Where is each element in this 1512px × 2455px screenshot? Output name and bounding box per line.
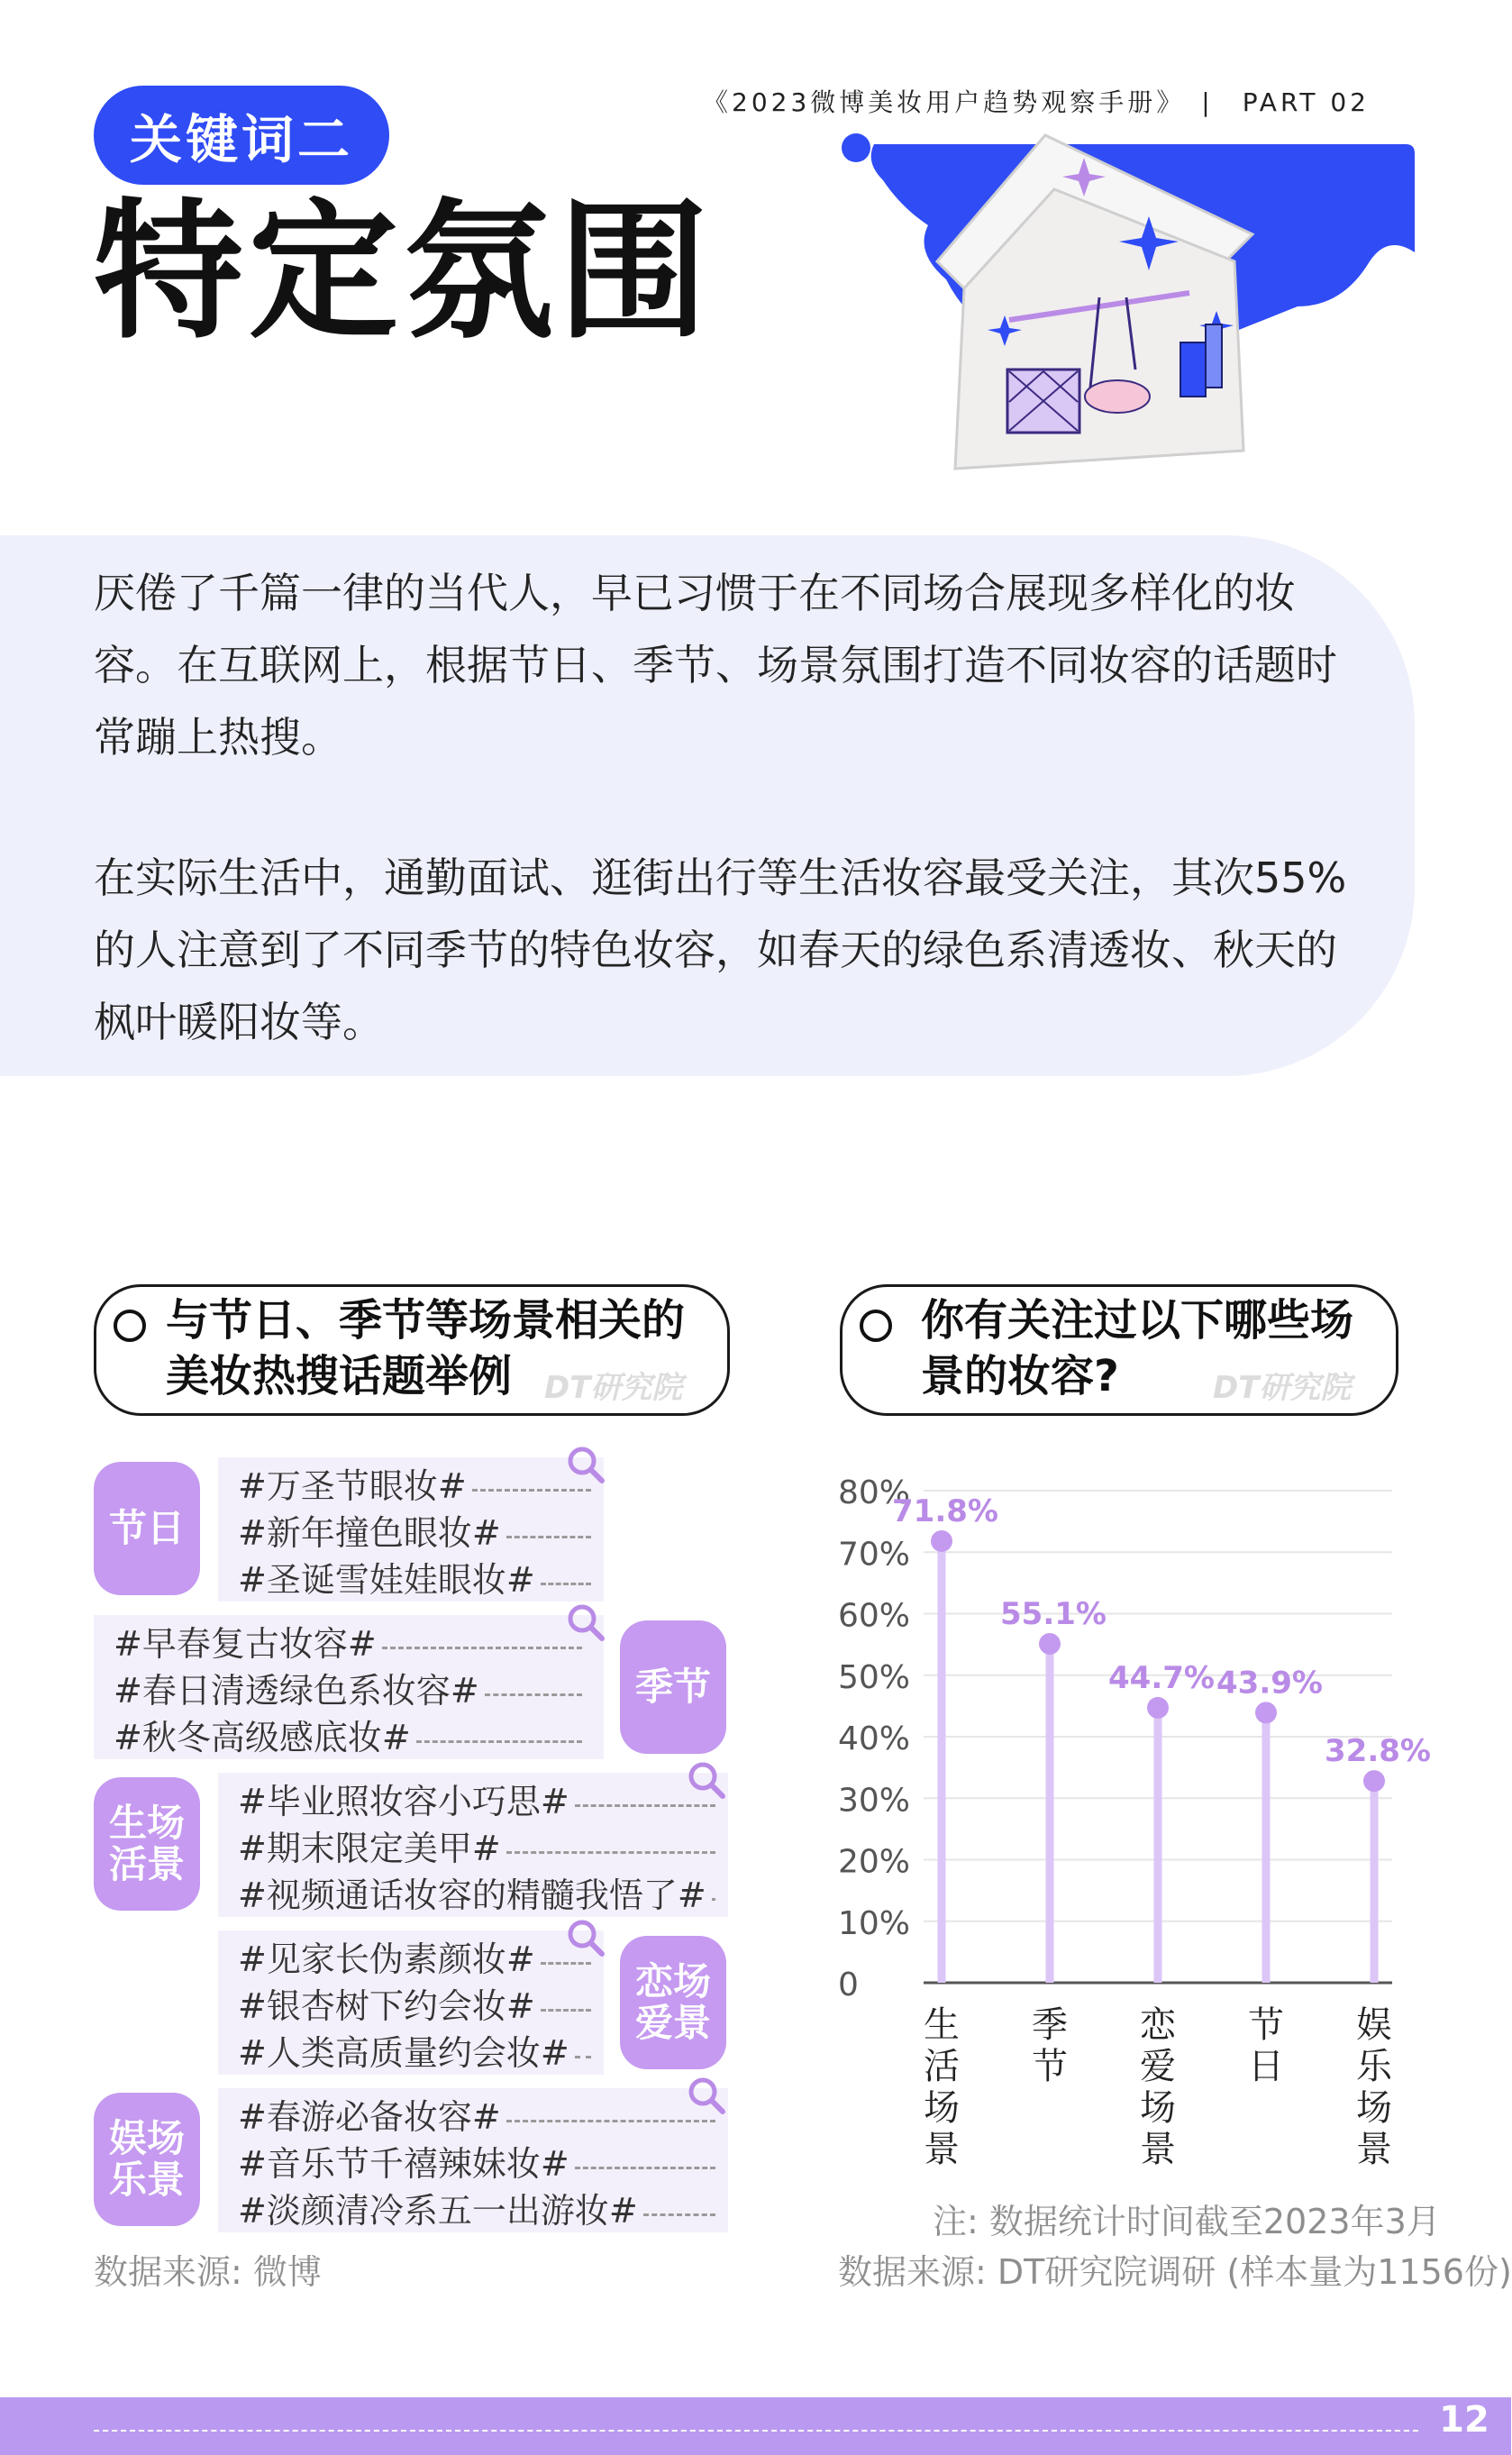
page-title: 特定氛围 (94, 186, 714, 360)
circle-bullet-icon (860, 1310, 892, 1342)
keyword-badge: 关键词二 (94, 86, 389, 185)
data-point (931, 1530, 952, 1552)
house-illustration (829, 126, 1424, 487)
data-label: 32.8% (1325, 1733, 1431, 1770)
topic-item[interactable]: #银杏树下约会妆# (238, 1983, 595, 2030)
x-category-label: 恋爱场景 (1140, 2004, 1176, 2170)
lollipop-chart (838, 1474, 1431, 2181)
topic-item[interactable]: #新年撞色眼妆# (238, 1510, 595, 1556)
topic-item[interactable]: #视频通话妆容的精髓我悟了# (238, 1872, 719, 1919)
tag-holiday: 节日 (94, 1462, 200, 1595)
x-category-label: 节日 (1248, 2004, 1284, 2087)
chart-note: 注: 数据统计时间截至2023年3月 (933, 2202, 1441, 2241)
tag-entertainment-scene: 娱场乐景 (94, 2093, 200, 2226)
tag-love-scene: 恋场爱景 (620, 1936, 726, 2069)
topic-panel-holiday (218, 1457, 604, 1602)
footer-divider (94, 2430, 1418, 2432)
topic-item[interactable]: #早春复古妆容# (114, 1620, 586, 1667)
search-icon (566, 1918, 606, 1958)
search-icon (687, 2076, 726, 2115)
y-tick-label: 50% (838, 1658, 911, 1696)
x-category-label: 季节 (1032, 2004, 1068, 2087)
topic-item[interactable]: #见家长伪素颜妆# (238, 1936, 595, 1983)
data-label: 71.8% (892, 1492, 998, 1529)
watermark-logo: DT研究院 (1213, 1370, 1352, 1406)
data-point (1255, 1702, 1277, 1723)
topic-panel-entertainment-scene (218, 2088, 728, 2232)
footer-bar (0, 2397, 1511, 2455)
intro-paragraph: 在实际生活中，通勤面试、逛街出行等生活妆容最受关注，其次55% 的人注意到了不同季节的特色妆容，如春天的绿色系清透妆、秋天的枫叶暖阳妆等。 (94, 853, 1347, 1046)
left-source-note: 数据来源: 微博 (94, 2252, 322, 2292)
tag-season: 季节 (620, 1620, 726, 1754)
page-number: 12 (1439, 2399, 1489, 2441)
search-icon (566, 1445, 606, 1484)
topic-panel-season (94, 1615, 604, 1759)
intro-text (94, 557, 1373, 1058)
search-icon (566, 1602, 606, 1642)
left-panel-title-line1: 与节日、季节等场景相关的 (166, 1295, 686, 1346)
topic-item[interactable]: #春游必备妆容# (238, 2094, 719, 2140)
search-icon (687, 1760, 726, 1800)
left-panel-title-line2: 美妆热搜话题举例 (166, 1351, 513, 1401)
topic-item[interactable]: #音乐节千禧辣妹妆# (238, 2140, 719, 2187)
y-tick-label: 70% (838, 1536, 911, 1574)
topic-panel-life-scene (218, 1773, 728, 1917)
y-tick-label: 40% (838, 1720, 911, 1757)
topic-item[interactable]: #毕业照妆容小巧思# (238, 1778, 719, 1825)
y-tick-label: 0 (838, 1967, 859, 2003)
intro-paragraph: 厌倦了千篇一律的当代人，早已习惯于在不同场合展现多样化的妆容。在互联网上，根据节日、季节、场景氛围打造不同妆容的话题时常蹦上热搜。 (94, 569, 1337, 762)
y-tick-label: 80% (838, 1474, 911, 1511)
topic-item[interactable]: #圣诞雪娃娃眼妆# (238, 1556, 595, 1603)
topic-item[interactable]: #万圣节眼妆# (238, 1463, 595, 1510)
topic-item[interactable]: #期末限定美甲# (238, 1825, 719, 1872)
blue-dot (842, 133, 870, 162)
y-tick-label: 20% (838, 1843, 911, 1881)
x-category-label: 生活场景 (924, 2004, 960, 2170)
topic-item[interactable]: #秋冬高级感底妆# (114, 1714, 586, 1761)
topic-item[interactable]: #人类高质量约会妆# (238, 2030, 595, 2076)
data-point (1039, 1633, 1061, 1655)
x-category-label: 娱乐场景 (1356, 2004, 1392, 2170)
watermark-logo: DT研究院 (544, 1370, 683, 1406)
topic-panel-love-scene (218, 1930, 604, 2075)
topic-item[interactable]: #淡颜清冷系五一出游妆# (238, 2187, 719, 2234)
data-point (1147, 1697, 1169, 1719)
data-label: 55.1% (1000, 1595, 1107, 1632)
y-tick-label: 60% (838, 1597, 911, 1635)
data-label: 43.9% (1216, 1665, 1323, 1702)
circle-bullet-icon (114, 1310, 146, 1342)
tag-life-scene: 生场活景 (94, 1777, 200, 1911)
data-label: 44.7% (1108, 1659, 1215, 1696)
y-tick-label: 10% (838, 1904, 911, 1942)
document-title: 《2023微博美妆用户趋势观察手册》 | PART 02 (703, 87, 1370, 117)
right-source-note: 数据来源: DT研究院调研 (样本量为1156份) (838, 2252, 1512, 2292)
right-panel-title-line2: 景的妆容? (921, 1351, 1119, 1401)
bottle (1180, 342, 1206, 397)
right-panel-title-line1: 你有关注过以下哪些场 (921, 1295, 1354, 1346)
y-tick-label: 30% (838, 1782, 911, 1820)
data-point (1363, 1770, 1385, 1792)
topic-item[interactable]: #春日清透绿色系妆容# (114, 1667, 586, 1714)
